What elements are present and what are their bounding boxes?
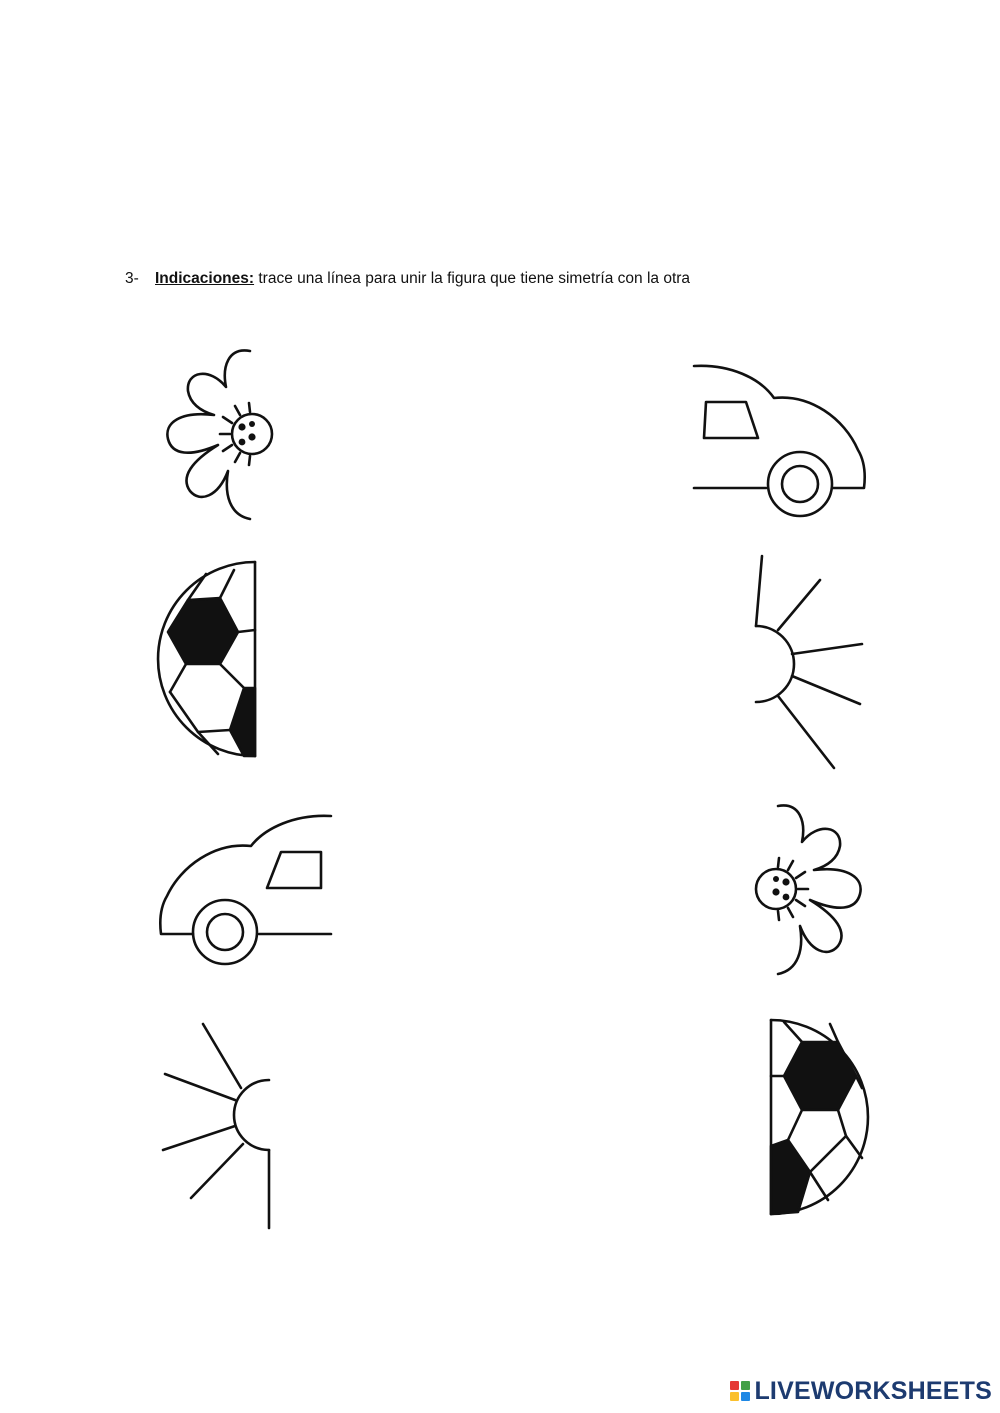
instruction-line: [125, 270, 690, 288]
half-soccer-ball-right[interactable]: [768, 1018, 868, 1218]
half-flower-left[interactable]: [160, 345, 260, 525]
logo-square-red: [730, 1381, 739, 1390]
half-flower-right[interactable]: [770, 800, 870, 980]
half-sun-left[interactable]: [155, 1018, 285, 1238]
logo-text: LIVEWORKSHEETS: [754, 1376, 992, 1405]
half-soccer-ball-left[interactable]: [158, 560, 258, 760]
half-car-left[interactable]: [155, 810, 335, 960]
flower-icon: [160, 345, 260, 525]
instruction-label: Indicaciones:: [155, 270, 255, 287]
half-sun-right[interactable]: [750, 556, 870, 776]
sun-icon: [155, 1018, 285, 1238]
car-icon: [155, 810, 335, 960]
sun-icon: [750, 556, 870, 776]
soccer-ball-icon: [158, 560, 258, 760]
logo-square-green: [741, 1381, 750, 1390]
logo-square-blue: [741, 1392, 750, 1401]
logo-square-yellow: [730, 1392, 739, 1401]
half-car-right[interactable]: [690, 360, 870, 520]
soccer-ball-icon: [768, 1018, 868, 1218]
question-number: 3-: [125, 270, 139, 287]
car-icon: [690, 360, 870, 520]
logo-grid-icon: [730, 1381, 750, 1401]
instruction-text: trace una línea para unir la figura que tiene simetría con la otra: [254, 270, 691, 287]
liveworksheets-logo[interactable]: [730, 1377, 992, 1405]
flower-icon: [770, 800, 870, 980]
